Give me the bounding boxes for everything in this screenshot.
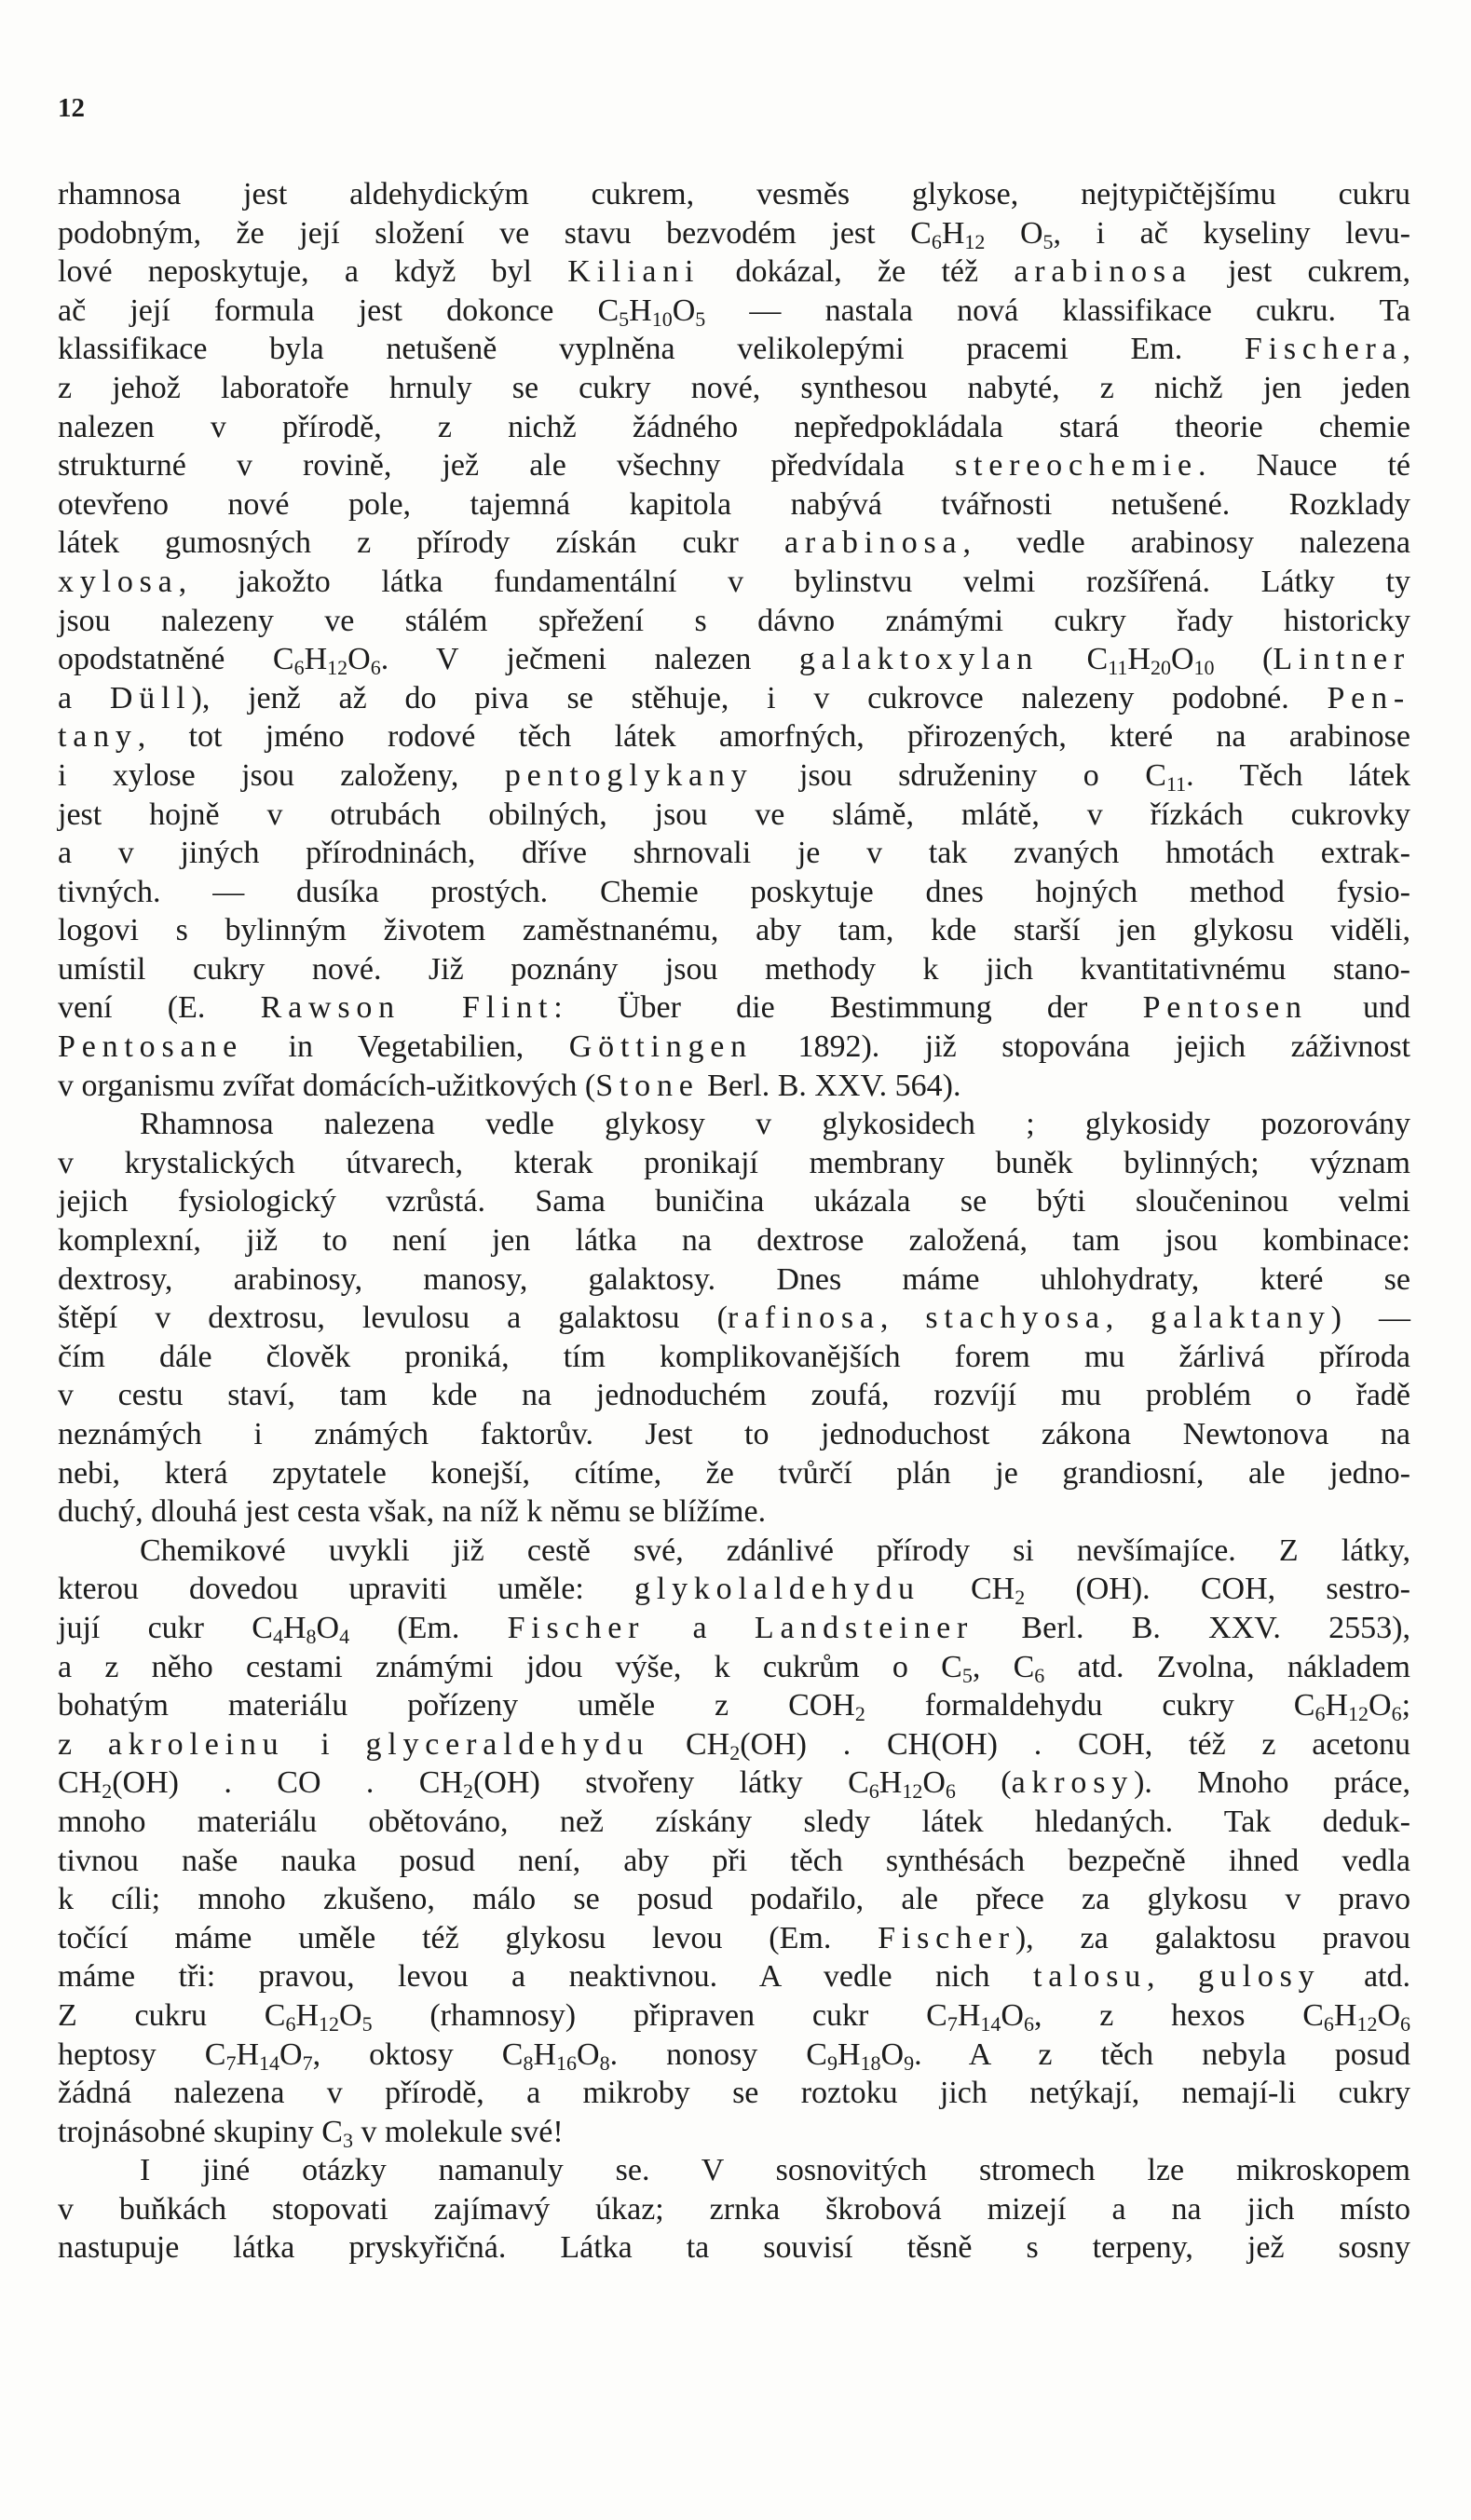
text-line [58,1260,1410,1300]
text-run: vení (E. [58,990,261,1026]
spaced-name: Landsteiner [754,1610,974,1645]
text-run: jest hojně v otrubách obilných, jsou ve slámě, mlátě, v řízkách cukrovky [58,797,1410,832]
spaced-name: Göttingen [568,1029,753,1065]
text-line [58,602,1410,641]
text-run: (Em. [349,1610,508,1645]
text-body [58,175,1410,2268]
text-run: nastupuje látka pryskyřičná. Látka ta souvisí těsně s terpeny, jež sosny [58,2230,1410,2266]
subscript: 6 [293,656,305,680]
text-run: O [1369,1688,1392,1723]
text-run: O [672,293,696,328]
text-line [58,485,1410,524]
text-line [58,796,1410,835]
text-run: ). Mnoho práce, [1134,1765,1411,1801]
text-line [58,252,1410,292]
text-run: štěpí v dextrosu, levulosu a galaktosu ( [58,1301,728,1336]
text-run: , z hexos C [1033,1997,1324,2033]
text-run: dextrosy, arabinosy, manosy, galaktosy. Dnes máme uhlohydraty, které se [58,1261,1410,1297]
text-run: Berl. B. XXV. 2553), [974,1610,1410,1645]
subscript: 11 [1108,656,1128,680]
text-run: CH [649,1726,730,1762]
text-run: strukturné v rovině, jež ale všechny předvídala [58,448,955,484]
spaced-name: stereochemie [955,448,1198,484]
text-line [58,1842,1410,1881]
spaced-name: stachyosa [925,1301,1106,1336]
subscript: 5 [361,2011,373,2036]
spaced-name: Pen- [1327,680,1410,715]
text-run: nalezen v přírodě, z nichž žádného nepředpokládala stará theorie chemie [58,409,1410,444]
spaced-name: talosu [1033,1959,1148,1995]
text-line [58,1105,1410,1144]
text-run: O [985,215,1043,251]
subscript: 5 [695,306,706,331]
text-run: C [1039,642,1109,677]
text-line [58,2036,1410,2075]
text-run: rhamnosa jest aldehydickým cukrem, vesměs glykose, nejtypičtějšímu cukru [58,177,1410,211]
text-run: a [645,1610,755,1645]
text-line [58,1221,1410,1260]
subscript: 6 [1323,2011,1334,2036]
subscript: 8 [523,2050,534,2075]
text-run: , tot jméno rodové těch látek amorfných, přirozených, které na arabinose [137,719,1410,755]
subscript: 4 [339,1624,350,1648]
text-line [58,2151,1410,2190]
text-run: O [880,2036,905,2072]
text-run: čím dále člověk proniká, tím komplikovanějších forem mu žárlivá příroda [58,1339,1410,1374]
text-run: heptosy C [58,2036,226,2072]
text-line [58,911,1410,950]
text-run: kterou dovedou upraviti uměle: [58,1572,635,1607]
text-line [58,1415,1410,1454]
subscript: 6 [1314,1702,1326,1726]
subscript: 6 [1023,2011,1034,2036]
subscript: 2 [1015,1586,1026,1610]
text-line [58,369,1410,408]
text-run: , i ač kyseliny levu- [1053,215,1410,251]
subscript: 7 [225,2050,237,2075]
spaced-name: Kiliani [567,254,701,290]
text-line [58,1996,1410,2036]
text-run: jsou sdruženiny o C [753,757,1166,793]
text-run: , oktosy C [312,2036,524,2072]
text-run: . V ječmeni nalezen [380,642,799,677]
text-line [58,1182,1410,1221]
text-line [58,563,1410,602]
text-line [58,446,1410,485]
text-run: trojnásobné skupiny C [58,2114,343,2149]
text-run: Chemikové uvykli již cestě své, zdánlivé přírody si nevšímajíce. Z látky, [140,1532,1410,1568]
text-run: O [339,1997,362,2033]
spaced-name: tany [58,719,138,755]
text-run: neznámých i známých faktorův. Jest to jednoduchost zákona Newtonova na [58,1417,1410,1451]
text-run: O [347,642,371,677]
text-run: , [879,1301,926,1336]
text-line [58,640,1410,679]
text-line [58,950,1410,989]
text-line [58,873,1410,912]
text-line [58,1454,1410,1493]
text-run: v molekule své! [352,2114,564,2149]
subscript: 18 [860,2050,881,2075]
text-line [58,834,1410,873]
text-run: máme tři: pravou, levou a neaktivnou. A vedle nich [58,1959,1034,1995]
text-line [58,1957,1410,1996]
text-run: H [304,642,328,677]
text-run: , [1402,332,1410,367]
text-run: klassifikace byla netušeně vyplněna velikolepými pracemi Em. [58,332,1245,367]
subscript: 2 [463,1779,474,1804]
text-run: atd. [1320,1959,1410,1995]
subscript: 2 [729,1740,741,1764]
text-run: H [941,215,965,251]
text-run: . Těch látek [1186,757,1410,793]
spaced-name: arabinosa [1014,254,1192,290]
text-line [58,1803,1410,1842]
text-run: k cíli; mnoho zkušeno, málo se posud podařilo, ale přece za glykosu v pravo [58,1882,1410,1917]
text-line [58,2228,1410,2268]
text-run: H [1127,642,1151,677]
text-run: v cestu staví, tam kde na jednoduchém zoufá, rozvíjí mu problém o řadě [58,1378,1410,1413]
spaced-name: galaktoxylan [798,642,1040,677]
text-run: nebi, která zpytatele konejší, cítíme, že tvůrčí plán je grandiosní, ale jedno- [58,1455,1410,1491]
text-line [58,1144,1410,1183]
spaced-name: glyceraldehydu [365,1726,650,1762]
text-run: H [295,1997,319,2033]
text-line [58,408,1410,447]
text-run: lové neposkytuje, a když byl [58,254,568,290]
text-run: H [533,2036,556,2072]
subscript: 12 [964,229,986,253]
text-line [58,1725,1410,1764]
text-run: tivnou naše nauka posud není, aby při těch synthésách bezpečně ihned vedla [58,1843,1410,1878]
spaced-name: arabinosa [783,525,963,561]
text-run: O [1001,1997,1024,2033]
subscript: 7 [947,2011,958,2036]
subscript: 12 [319,2011,339,2036]
text-line [58,292,1410,331]
text-line [58,1376,1410,1415]
text-run: opodstatněné C [58,642,294,677]
subscript: 9 [826,2050,838,2075]
subscript: 14 [980,2011,1001,2036]
text-run: a v jiných přírodninách, dříve shrnovali je v tak zvaných hmotách extrak- [58,836,1410,871]
spaced-name: glykolaldehydu [634,1572,920,1607]
text-run: (OH). COH, sestro- [1025,1572,1410,1607]
spaced-name: Fischer [507,1610,646,1645]
subscript: 20 [1150,656,1171,680]
spaced-name: Pentosane [58,1029,244,1065]
spaced-name: Lintner [1273,642,1410,677]
text-run: . nonosy C [609,2036,827,2072]
text-run: umístil cukry nové. Již poznány jsou methody k jich kvantitativnému stano- [58,951,1410,987]
text-run: H [879,1765,903,1801]
text-line [58,175,1410,214]
text-run: Z cukru C [58,1997,286,2033]
text-run: z jehož laboratoře hrnuly se cukry nové, synthesou nabyté, z nichž jen jeden [58,370,1410,405]
subscript: 2 [854,1702,865,1726]
text-run: v organismu zvířat domácích-užitkových ( [58,1068,596,1103]
subscript: 12 [327,656,348,680]
text-run: a z něho cestami známými jdou výše, k cukrům o C [58,1649,962,1684]
text-run: ač její formula jest dokonce C [58,293,620,328]
text-run: v buňkách stopovati zajímavý úkaz; zrnka škrobová mizejí a na jich místo [58,2191,1410,2227]
text-run: in Vegetabilien, [243,1029,569,1065]
spaced-name: xylosa [58,564,179,599]
text-run: jest cukrem, [1192,254,1410,290]
text-run: , vedle arabinosy nalezena [962,525,1410,561]
text-run: z [58,1726,108,1762]
text-line [58,524,1410,563]
subscript: 10 [651,306,673,331]
spaced-name: akroleinu [107,1726,285,1762]
subscript: 4 [272,1624,283,1648]
text-line [58,1764,1410,1803]
text-line [58,2074,1410,2113]
text-line [58,2113,1410,2152]
text-run: O [577,2036,600,2072]
text-line [58,1919,1410,1958]
text-run: komplexní, již to není jen látka na dextrose založená, tam jsou kombinace: [58,1223,1410,1259]
text-run: ) — [1330,1301,1410,1336]
text-run: H [1325,1688,1348,1723]
text-line [58,1648,1410,1687]
text-run: bohatým materiálu pořízeny uměle z COH [58,1688,855,1723]
text-run: CH [919,1572,1015,1607]
text-run: H [282,1610,306,1645]
subscript: 12 [902,1779,923,1804]
text-run: I jiné otázky namanuly se. V sosnovitých stromech lze mikroskopem [140,2153,1410,2188]
text-line [58,1686,1410,1725]
text-run: H [957,1997,981,2033]
text-run: logovi s bylinným životem zaměstnanému, aby tam, kde starší jen glykosu viděli, [58,913,1410,948]
text-run: jsou nalezeny ve stálém spřežení s dávno známými cukry řady historicky [58,603,1410,638]
text-run: točící máme uměle též glykosu levou (Em. [58,1920,879,1955]
spaced-name: Fischer [878,1920,1015,1955]
subscript: 6 [945,1779,956,1804]
text-run: , [1147,1959,1198,1995]
text-line [58,988,1410,1028]
text-line [58,1570,1410,1609]
subscript: 8 [306,1624,317,1648]
subscript: 12 [1348,1702,1369,1726]
text-run: formaldehydu cukry C [865,1688,1315,1723]
spaced-name: rafinosa [727,1301,880,1336]
text-run: 1892). již stopována jejich záživnost [752,1029,1410,1065]
text-run: — nastala nová klassifikace cukru. Ta [705,293,1410,328]
text-run: ( [1214,642,1274,677]
text-line [58,2190,1410,2229]
text-line [58,679,1410,718]
text-run: v krystalických útvarech, kterak pronikají membrany buněk bylinných; význam [58,1145,1410,1180]
text-line [58,1609,1410,1648]
text-line [58,1028,1410,1067]
text-run: ), za galaktosu pravou [1015,1920,1410,1955]
text-run: CH [58,1765,102,1801]
subscript: 6 [931,229,942,253]
text-line [58,1338,1410,1377]
text-run: tivných. — dusíka prostých. Chemie poskytuje dnes hojných method fysio- [58,874,1410,909]
spaced-name: Düll [109,680,192,715]
text-run: jují cukr C [58,1610,273,1645]
text-line [58,1532,1410,1571]
text-run: O [922,1765,946,1801]
text-run: : Über die Bestimmung der [553,990,1143,1026]
subscript: 6 [370,656,381,680]
text-line [58,214,1410,253]
subscript: 6 [1034,1663,1045,1687]
text-run: , C [972,1649,1035,1684]
text-run: žádná nalezena v přírodě, a mikroby se roztoku jich netýkají, nemají-li cukry [58,2076,1410,2111]
text-run: und [1307,990,1411,1026]
subscript: 5 [1042,229,1054,253]
text-run: dokázal, že též [700,254,1015,290]
subscript: 16 [556,2050,577,2075]
subscript: 6 [285,2011,296,2036]
text-run: H [837,2036,861,2072]
text-run: (rhamnosy) připraven cukr C [372,1997,947,2033]
text-run: látek gumosných z přírody získán cukr [58,525,784,561]
text-line [58,1492,1410,1532]
text-run: otevřeno nové pole, tajemná kapitola nabývá tvářnosti netušené. Rozklady [58,486,1410,522]
text-run: podobným, že její složení ve stavu bezvodém jest C [58,215,932,251]
text-run: (OH) . CH(OH) . COH, též z acetonu [740,1726,1410,1762]
text-run: ( [955,1765,1012,1801]
text-run: i [284,1726,366,1762]
text-run: duchý, dlouhá jest cesta však, na níž k němu se blížíme. [58,1494,767,1530]
text-run: H [629,293,652,328]
spaced-name: gulosy [1198,1959,1321,1995]
text-line [58,1299,1410,1338]
text-run: O [1377,1997,1401,2033]
spaced-name: galaktany [1151,1301,1331,1336]
text-run: i xylose jsou založeny, [58,757,505,793]
subscript: 12 [1356,2011,1378,2036]
spaced-name: pentoglykany [504,757,754,793]
text-run: (OH) . CO . CH [112,1765,464,1801]
subscript: 6 [1400,2011,1411,2036]
subscript: 6 [868,1779,879,1804]
text-run: a [58,680,110,715]
text-run: (OH) stvořeny látky C [473,1765,869,1801]
text-run: O [279,2036,303,2072]
subscript: 7 [302,2050,313,2075]
spaced-name: Rawson Flint [260,990,554,1026]
text-run: Berl. B. XXV. 564). [699,1068,961,1103]
text-run: jejich fysiologický vzrůstá. Sama buničina ukázala se býti sloučeninou velmi [58,1184,1410,1219]
subscript: 6 [1391,1702,1402,1726]
subscript: 11 [1165,771,1187,796]
text-run: . Nauce té [1197,448,1410,484]
text-line [58,1880,1410,1919]
text-run: mnoho materiálu obětováno, než získány sledy látek hledaných. Tak deduk- [58,1804,1410,1839]
text-line [58,330,1410,369]
text-run: Rhamnosa nalezena vedle glykosy v glykosidech ; glykosidy pozorovány [140,1107,1410,1142]
text-run: H [1333,1997,1357,2033]
text-line [58,756,1410,796]
text-run: atd. Zvolna, nákladem [1044,1649,1410,1684]
subscript: 5 [961,1663,973,1687]
spaced-name: Stone [595,1068,700,1103]
subscript: 9 [904,2050,915,2075]
text-run: , jakožto látka fundamentální v bylinstvu velmi rozšířená. Látky ty [178,564,1410,599]
subscript: 10 [1193,656,1215,680]
subscript: 2 [102,1779,113,1804]
subscript: 8 [599,2050,610,2075]
text-run: O [316,1610,340,1645]
spaced-name: akrosy [1011,1765,1135,1801]
text-line [58,1067,1410,1106]
text-run: H [236,2036,260,2072]
spaced-name: Fischera [1244,332,1403,367]
text-run: O [1170,642,1194,677]
text-run: . A z těch nebyla posud [914,2036,1410,2072]
text-run: , [1105,1301,1151,1336]
text-line [58,717,1410,756]
subscript: 5 [619,306,630,331]
page-number: 12 [58,93,85,123]
text-run: ), jenž až do piva se stěhuje, i v cukrovce nalezeny podobné. [191,680,1328,715]
subscript: 3 [342,2128,353,2152]
text-run: ; [1401,1688,1411,1723]
subscript: 14 [259,2050,280,2075]
spaced-name: Pentosen [1142,990,1308,1026]
